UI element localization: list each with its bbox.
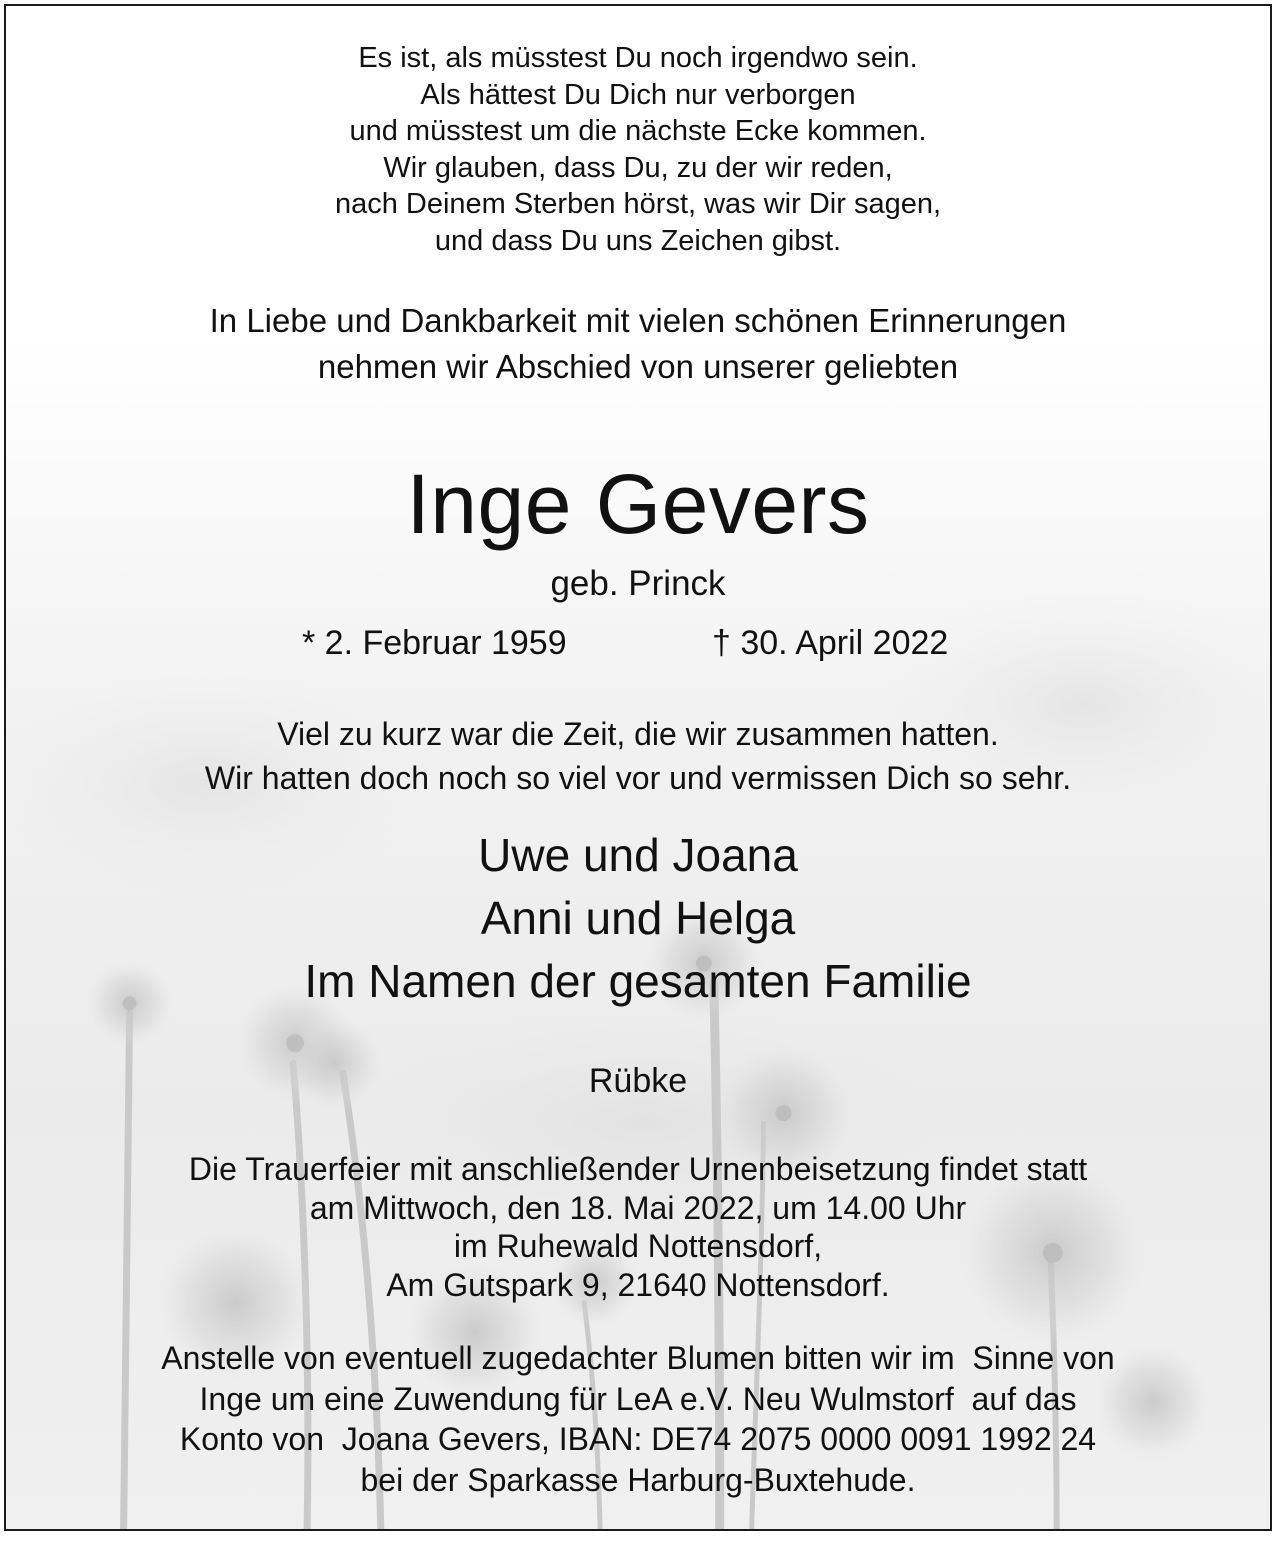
- lament-line: Viel zu kurz war die Zeit, die wir zusammen hatten.: [277, 716, 999, 752]
- lament-text: [6, 712, 1270, 800]
- donation-line: Konto von Joana Gevers, IBAN: DE74 2075 0000 0091 1992 24: [179, 1421, 1097, 1457]
- notice-text: [6, 6, 1270, 1529]
- funeral-details: [6, 1150, 1270, 1304]
- poem-line: und dass Du uns Zeichen gibst.: [434, 224, 842, 257]
- obituary-notice: [4, 4, 1272, 1531]
- donation-line: Anstelle von eventuell zugedachter Blumen bitten wir im Sinne von: [161, 1340, 1115, 1376]
- poem-line: und müsstest um die nächste Ecke kommen.: [349, 115, 927, 147]
- poem-line: Es ist, als müsstest Du noch irgendwo sein.: [358, 42, 918, 74]
- birth-name: geb. Princk: [550, 564, 726, 603]
- deceased-name: Inge Gevers: [406, 457, 870, 551]
- intro-line: In Liebe und Dankbarkeit mit vielen schönen Erinnerungen: [209, 302, 1067, 339]
- poem-line: nach Deinem Sterben hörst, was wir Dir sagen,: [334, 188, 942, 220]
- mourners-list: [6, 824, 1270, 1013]
- ceremony-line: am Mittwoch, den 18. Mai 2022, um 14.00 Uhr: [309, 1189, 967, 1226]
- mourner-line: Uwe und Joana: [478, 829, 798, 881]
- intro-line: nehmen wir Abschied von unserer geliebten: [317, 348, 959, 385]
- donation-request: [6, 1338, 1270, 1500]
- farewell-intro: [6, 298, 1270, 390]
- life-dates: [6, 618, 1270, 668]
- ceremony-line: im Ruhewald Nottensdorf,: [453, 1228, 823, 1264]
- poem-line: Als hättest Du Dich nur verborgen: [420, 78, 856, 111]
- birth-date: * 2. Februar 1959: [302, 624, 567, 662]
- death-date: † 30. April 2022: [712, 624, 949, 662]
- place-name: Rübke: [588, 1062, 688, 1100]
- donation-line: bei der Sparkasse Harburg-Buxtehude.: [360, 1461, 916, 1498]
- donation-line: Inge um eine Zuwendung für LeA e.V. Neu Wulmstorf auf das: [199, 1380, 1077, 1417]
- poem-line: Wir glauben, dass Du, zu der wir reden,: [383, 151, 893, 184]
- ceremony-line: Am Gutspark 9, 21640 Nottensdorf.: [386, 1266, 890, 1303]
- mourner-line: Im Namen der gesamten Familie: [304, 955, 972, 1007]
- ceremony-line: Die Trauerfeier mit anschließender Urnenbeisetzung findet statt: [188, 1151, 1088, 1187]
- memorial-poem: [6, 40, 1270, 259]
- mourner-line: Anni und Helga: [480, 892, 796, 944]
- lament-line: Wir hatten doch noch so viel vor und vermissen Dich so sehr.: [204, 760, 1072, 796]
